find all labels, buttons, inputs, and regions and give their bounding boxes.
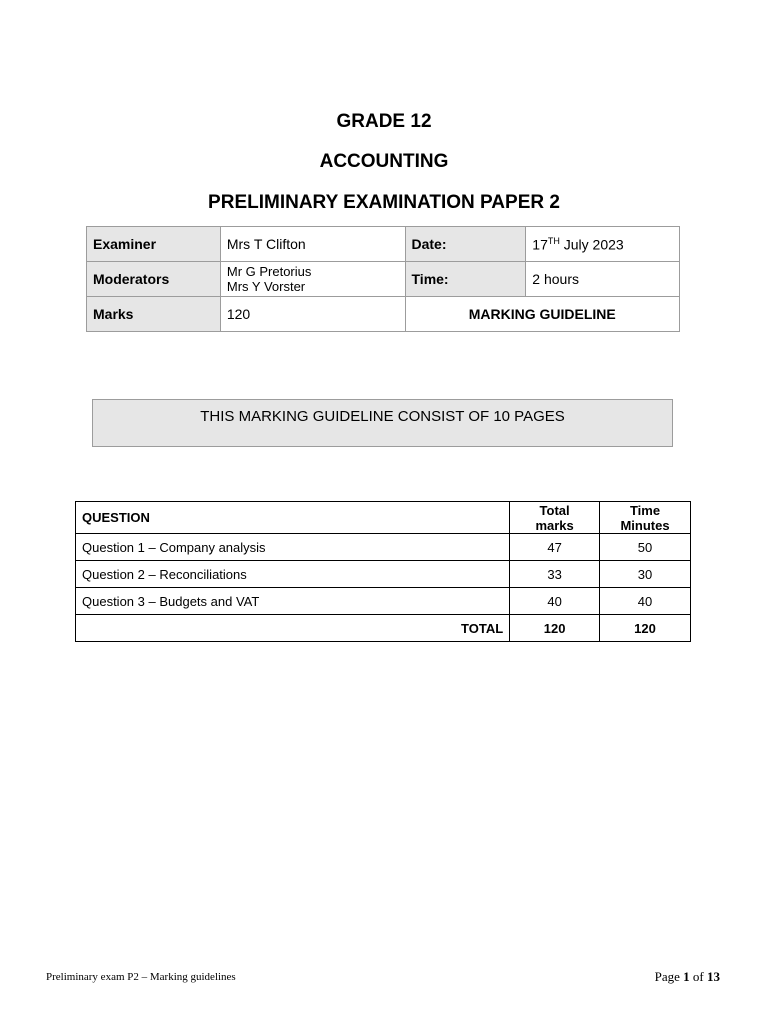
page-word: Page bbox=[654, 969, 684, 984]
total-row bbox=[76, 615, 691, 642]
date-label: Date: bbox=[405, 227, 526, 262]
table-row bbox=[76, 534, 691, 561]
question-minutes: 40 bbox=[600, 588, 691, 615]
total-marks-column-header bbox=[510, 502, 600, 534]
question-marks: 33 bbox=[510, 561, 600, 588]
marking-guideline-label: MARKING GUIDELINE bbox=[405, 297, 680, 332]
question-column-header: QUESTION bbox=[76, 502, 510, 534]
table-row bbox=[76, 588, 691, 615]
paper-heading: PRELIMINARY EXAMINATION PAPER 2 bbox=[208, 192, 560, 213]
question-name: Question 3 – Budgets and VAT bbox=[76, 588, 510, 615]
examiner-row bbox=[87, 227, 680, 262]
moderators-row bbox=[87, 262, 680, 297]
examiner-value: Mrs T Clifton bbox=[220, 227, 405, 262]
total-header-line1: Total bbox=[539, 502, 570, 518]
date-day: 17 bbox=[532, 236, 548, 253]
question-marks: 40 bbox=[510, 588, 600, 615]
total-marks: 120 bbox=[510, 615, 600, 642]
of-word: of bbox=[689, 969, 707, 984]
date-month-year: July 2023 bbox=[559, 236, 624, 253]
question-minutes: 30 bbox=[600, 561, 691, 588]
current-page: 1 bbox=[683, 969, 690, 984]
time-header-line1: Time bbox=[629, 502, 661, 518]
question-marks: 47 bbox=[510, 534, 600, 561]
moderator-1: Mr G Pretorius bbox=[226, 264, 312, 279]
moderators-value bbox=[220, 262, 405, 297]
question-name: Question 2 – Reconciliations bbox=[76, 561, 510, 588]
page-count-note: THIS MARKING GUIDELINE CONSIST OF 10 PAGES bbox=[92, 399, 673, 447]
time-header-line2: Minutes bbox=[620, 517, 670, 533]
total-label: TOTAL bbox=[76, 615, 510, 642]
time-label: Time: bbox=[405, 262, 526, 297]
total-minutes: 120 bbox=[600, 615, 691, 642]
question-minutes: 50 bbox=[600, 534, 691, 561]
questions-header-row bbox=[76, 502, 691, 534]
subject-heading: ACCOUNTING bbox=[319, 151, 449, 172]
grade-heading: GRADE 12 bbox=[336, 111, 432, 132]
total-header-line2: marks bbox=[535, 517, 574, 533]
page-number bbox=[655, 969, 720, 985]
marks-value: 120 bbox=[220, 297, 405, 332]
date-suffix: TH bbox=[547, 235, 560, 246]
date-value bbox=[526, 227, 680, 262]
moderator-2: Mrs Y Vorster bbox=[226, 279, 306, 294]
questions-table bbox=[75, 501, 691, 642]
total-pages: 13 bbox=[707, 969, 720, 984]
marks-label: Marks bbox=[87, 297, 221, 332]
moderators-label: Moderators bbox=[87, 262, 221, 297]
footer-title: Preliminary exam P2 – Marking guidelines bbox=[46, 971, 236, 983]
question-name: Question 1 – Company analysis bbox=[76, 534, 510, 561]
table-row bbox=[76, 561, 691, 588]
examiner-label: Examiner bbox=[87, 227, 221, 262]
time-minutes-column-header bbox=[600, 502, 691, 534]
exam-info-table bbox=[86, 226, 680, 332]
time-value: 2 hours bbox=[526, 262, 680, 297]
marks-row bbox=[87, 297, 680, 332]
